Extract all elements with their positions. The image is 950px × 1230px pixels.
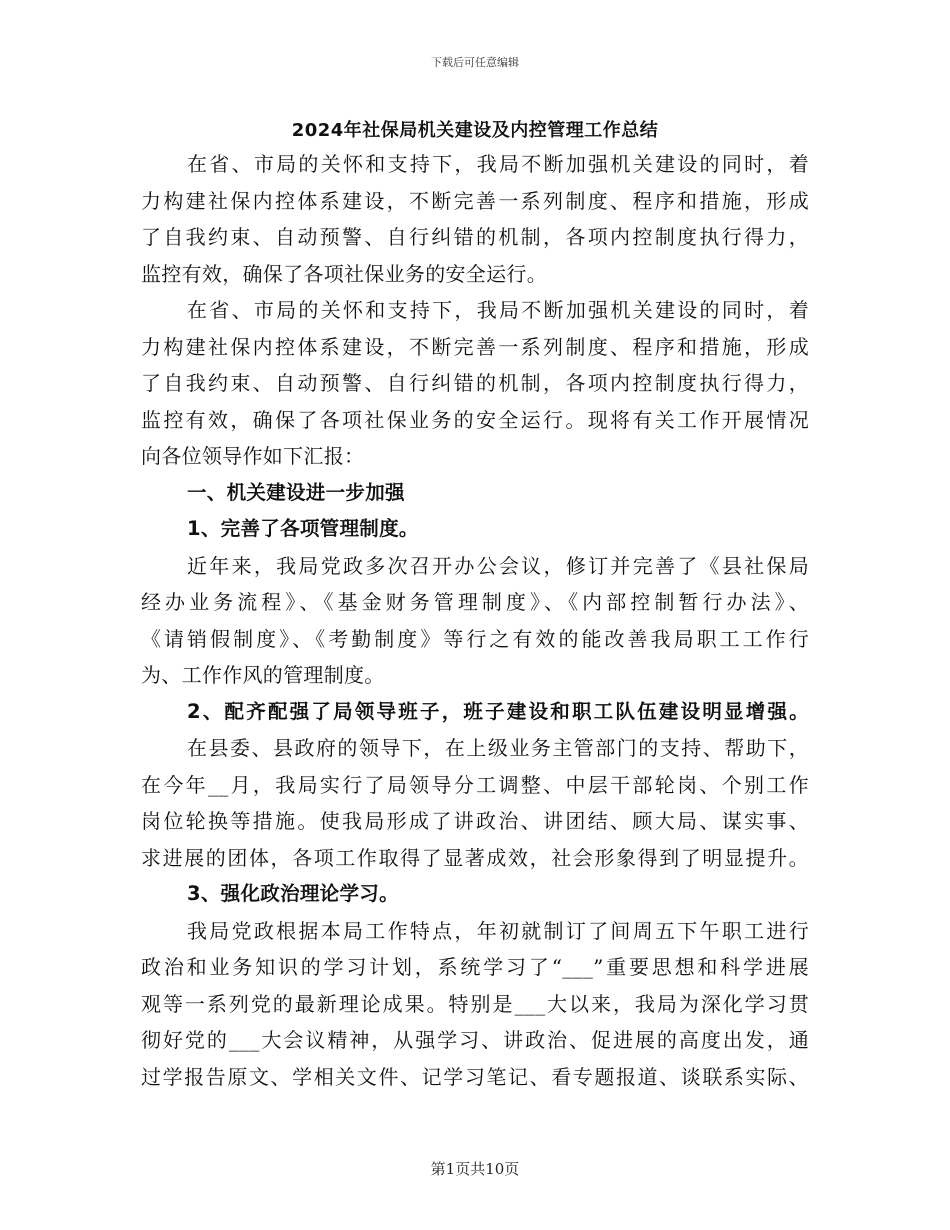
section-heading: 2、配齐配强了局领导班子，班子建设和职工队伍建设明显增强。 bbox=[187, 699, 809, 723]
body-text-line: 监控有效，确保了各项社保业务的安全运行。 bbox=[141, 261, 547, 286]
body-text-line: 在省、市局的关怀和支持下，我局不断加强机关建设的同时，着 bbox=[187, 152, 809, 176]
body-text-line: 为、工作作风的管理制度。 bbox=[141, 663, 385, 687]
section-heading: 1、完善了各项管理制度。 bbox=[187, 517, 419, 540]
body-text-line: 了自我约束、自动预警、自行纠错的机制，各项内控制度执行得力， bbox=[141, 225, 809, 249]
body-text-line: 《请销假制度》、《考勤制度》等行之有效的能改善我局职工工作行 bbox=[141, 626, 809, 651]
document-title: 2024年社保局机关建设及内控管理工作总结 bbox=[291, 120, 659, 141]
body-text-line: 过学报告原文、学相关文件、记学习笔记、看专题报道、谈联系实际、 bbox=[141, 1064, 809, 1089]
body-text-line: 求进展的团体，各项工作取得了显著成效，社会形象得到了明显提升。 bbox=[141, 845, 809, 870]
document-body bbox=[141, 146, 809, 1095]
body-text-line: 力构建社保内控体系建设，不断完善一系列制度、程序和措施，形成 bbox=[141, 188, 809, 213]
body-text-line: 岗位轮换等措施。使我局形成了讲政治、讲团结、顾大局、谋实事、 bbox=[141, 809, 809, 833]
body-text-line: 彻好党的___大会议精神，从强学习、讲政治、促进展的高度出发，通 bbox=[141, 1028, 809, 1052]
body-text-line: 观等一系列党的最新理论成果。特别是___大以来，我局为深化学习贯 bbox=[141, 991, 809, 1016]
body-text-line: 近年来，我局党政多次召开办公会议，修订并完善了《县社保局 bbox=[187, 553, 809, 578]
body-text-line: 了自我约束、自动预警、自行纠错的机制，各项内控制度执行得力， bbox=[141, 371, 809, 395]
body-text-line: 力构建社保内控体系建设，不断完善一系列制度、程序和措施，形成 bbox=[141, 334, 809, 359]
page-footer: 第1页共10页 bbox=[430, 1160, 520, 1178]
body-text-line: 经办业务流程》、《基金财务管理制度》、《内部控制暂行办法》、 bbox=[141, 590, 809, 614]
header-note: 下载后可任意编辑 bbox=[431, 56, 519, 69]
body-text-line: 向各位领导作如下汇报： bbox=[141, 444, 365, 468]
body-text-line: 在省、市局的关怀和支持下，我局不断加强机关建设的同时，着 bbox=[187, 298, 809, 322]
body-text-line: 政治和业务知识的学习计划，系统学习了“___”重要思想和科学进展 bbox=[141, 955, 809, 979]
body-text-line: 在县委、县政府的领导下，在上级业务主管部门的支持、帮助下， bbox=[187, 736, 809, 760]
section-heading: 3、强化政治理论学习。 bbox=[187, 882, 399, 905]
section-heading: 一、机关建设进一步加强 bbox=[187, 480, 405, 504]
body-text-line: 我局党政根据本局工作特点，年初就制订了间周五下午职工进行 bbox=[187, 918, 809, 943]
body-text-line: 在今年__月，我局实行了局领导分工调整、中层干部轮岗、个别工作 bbox=[141, 772, 809, 797]
body-text-line: 监控有效，确保了各项社保业务的安全运行。现将有关工作开展情况 bbox=[141, 407, 809, 432]
